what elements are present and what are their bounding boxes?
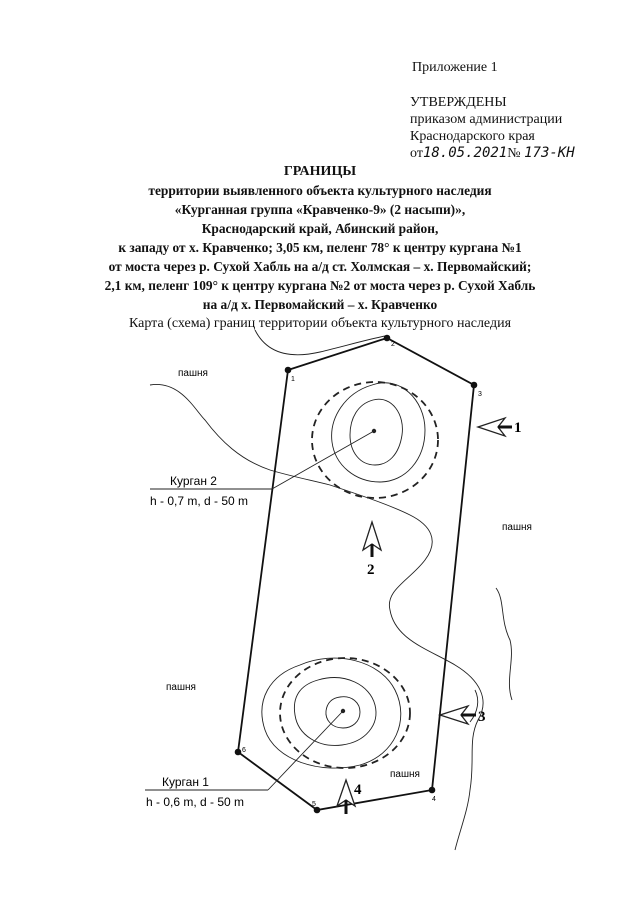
number-prefix: № xyxy=(507,146,521,161)
title-line: к западу от х. Кравченко; 3,05 км, пеленг 78° к центру кургана №1 xyxy=(118,240,522,255)
point-label: 6 xyxy=(242,747,246,754)
contour-line xyxy=(350,399,402,465)
viewpoint-arrow-2 xyxy=(363,522,381,578)
boundary-point xyxy=(429,787,436,794)
handwritten-number: 173-КН xyxy=(524,145,575,161)
kurgan-1-contours xyxy=(262,658,401,768)
viewpoint-arrow-1 xyxy=(478,418,522,436)
kurgan-2-leader xyxy=(272,431,374,489)
approved-heading: УТВЕРЖДЕНЫ xyxy=(410,95,507,110)
field-label: пашня xyxy=(390,769,420,780)
boundary-point xyxy=(235,749,242,756)
title-line: 2,1 км, пеленг 109° к центру кургана №2 от моста через р. Сухой Хабль xyxy=(104,278,536,293)
kurgan-1-params: h - 0,6 m, d - 50 m xyxy=(146,795,245,809)
point-label: 4 xyxy=(432,796,436,803)
kurgan-1-name: Курган 1 xyxy=(162,775,209,789)
handwritten-date: 18.05.2021 xyxy=(422,145,508,161)
point-label: 1 xyxy=(291,376,295,383)
viewpoint-label: 2 xyxy=(367,562,375,578)
field-label: пашня xyxy=(166,682,196,693)
viewpoint-arrow-3 xyxy=(440,706,486,725)
contour-line xyxy=(255,330,385,355)
viewpoint-arrow-4 xyxy=(337,780,362,814)
boundary-point xyxy=(471,382,478,389)
point-label: 2 xyxy=(391,341,395,348)
territory-boundary xyxy=(238,338,474,810)
boundary-point xyxy=(384,335,391,342)
title-line: территории выявленного объекта культурного наследия xyxy=(148,183,492,198)
kurgan-1-boundary-circle xyxy=(280,658,410,768)
approved-line-3: Краснодарского края xyxy=(410,129,535,144)
date-prefix: от xyxy=(410,146,423,161)
contour-line xyxy=(496,588,512,700)
title-line: Краснодарский край, Абинский район, xyxy=(201,221,439,236)
appendix-label: Приложение 1 xyxy=(412,60,498,75)
viewpoint-label: 1 xyxy=(514,420,522,436)
title-line: на а/д х. Первомайский – х. Кравченко xyxy=(202,297,438,312)
point-label: 3 xyxy=(478,391,482,398)
map-caption: Карта (схема) границ территории объекта культурного наследия xyxy=(128,316,512,331)
title-heading: ГРАНИЦЫ xyxy=(283,164,357,179)
kurgan-2-contours xyxy=(332,383,425,482)
title-line: от моста через р. Сухой Хабль на а/д ст. Холмская – х. Первомайский; xyxy=(108,259,532,274)
viewpoint-label: 3 xyxy=(478,709,486,725)
field-label: пашня xyxy=(502,522,532,533)
terrain-lines xyxy=(150,330,512,850)
kurgan-2-name: Курган 2 xyxy=(170,474,217,488)
contour-line xyxy=(294,678,376,746)
viewpoint-label: 4 xyxy=(354,782,362,798)
field-label: пашня xyxy=(178,368,208,379)
point-label: 5 xyxy=(312,801,316,808)
kurgan-2-params: h - 0,7 m, d - 50 m xyxy=(150,494,249,508)
contour-line xyxy=(262,658,401,768)
contour-line xyxy=(470,690,478,722)
title-line: «Курганная группа «Кравченко-9» (2 насыпи)», xyxy=(174,202,466,217)
contour-line xyxy=(332,383,425,482)
boundary-point xyxy=(285,367,292,374)
approved-line-2: приказом администрации xyxy=(410,112,563,127)
